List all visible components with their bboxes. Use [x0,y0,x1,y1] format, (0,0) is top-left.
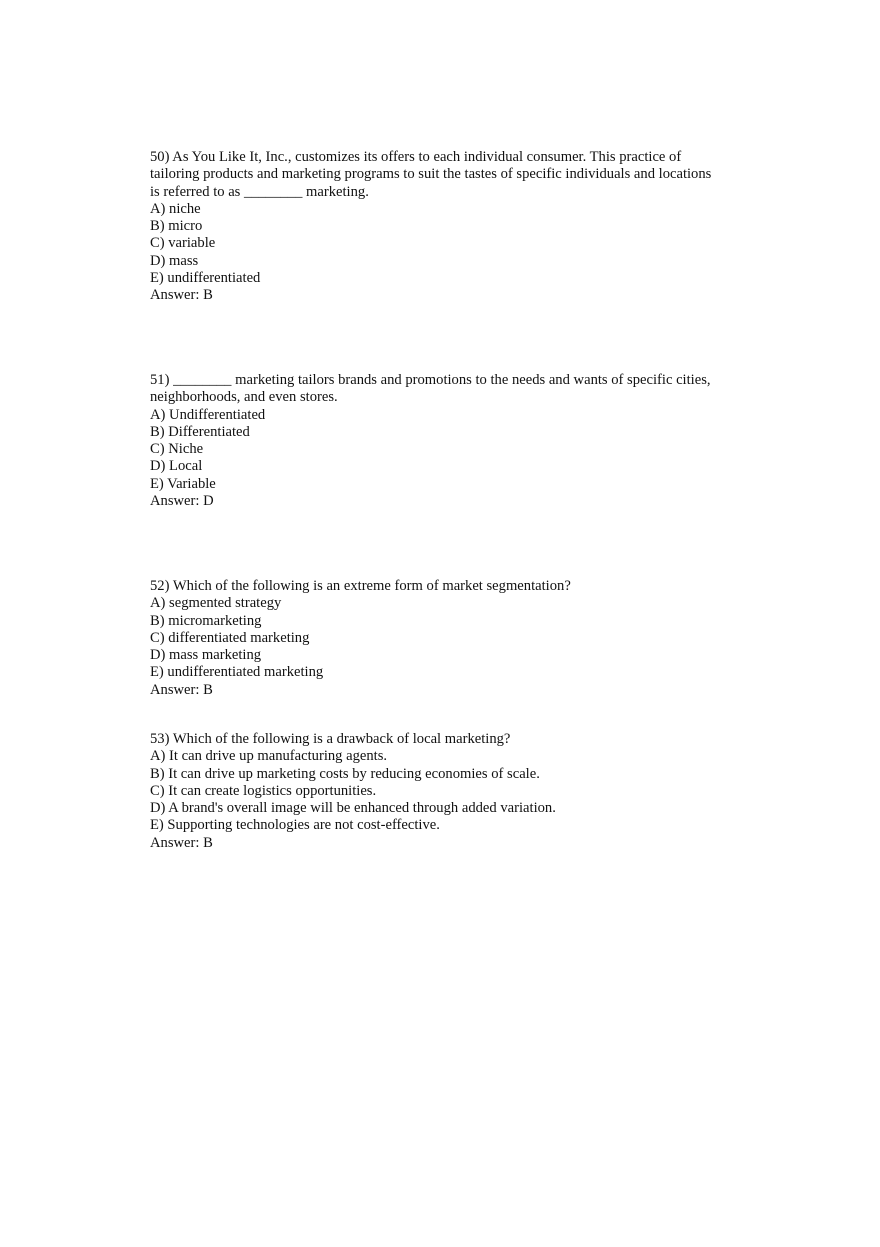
question-52 [150,578,571,699]
answer-option: B) micromarketing [150,612,262,629]
answer-option: C) It can create logistics opportunities. [150,782,377,799]
answer-option: D) Local [150,458,203,475]
answer-key: Answer: B [150,287,213,304]
answer-option: E) undifferentiated [150,270,261,287]
answer-option: E) Supporting technologies are not cost-effective. [150,817,440,834]
question-stem-line: neighborhoods, and even stores. [150,389,338,406]
answer-option: A) segmented strategy [150,595,282,612]
answer-option: D) mass [150,252,199,269]
answer-option: D) A brand's overall image will be enhanced through added variation. [150,800,556,817]
question-stem-line: tailoring products and marketing programs to suit the tastes of specific individuals and locations [150,166,712,183]
answer-key: Answer: B [150,681,213,698]
answer-option: A) niche [150,200,201,217]
answer-option: E) undifferentiated marketing [150,664,324,681]
answer-option: D) mass marketing [150,647,262,664]
answer-key: Answer: D [150,493,214,510]
question-stem-line: 50) As You Like It, Inc., customizes its offers to each individual consumer. This practice of [150,149,682,165]
answer-key: Answer: B [150,834,213,851]
answer-option: C) variable [150,235,216,252]
answer-option: A) It can drive up manufacturing agents. [150,748,388,765]
question-53 [150,731,556,852]
answer-option: E) Variable [150,475,216,492]
answer-option: A) Undifferentiated [150,406,266,423]
question-stem-line: 52) Which of the following is an extreme form of market segmentation? [150,578,571,594]
question-50 [150,149,711,305]
answer-option: B) micro [150,218,203,235]
answer-option: C) Niche [150,441,204,458]
question-51 [150,372,711,510]
question-stem-line: is referred to as ________ marketing. [150,183,369,200]
question-stem-line: 53) Which of the following is a drawback of local marketing? [150,731,511,747]
question-stem-line: 51) ________ marketing tailors brands and promotions to the needs and wants of specific cities, [150,372,711,388]
answer-option: B) It can drive up marketing costs by reducing economies of scale. [150,765,540,782]
answer-option: C) differentiated marketing [150,629,310,646]
answer-option: B) Differentiated [150,423,250,440]
